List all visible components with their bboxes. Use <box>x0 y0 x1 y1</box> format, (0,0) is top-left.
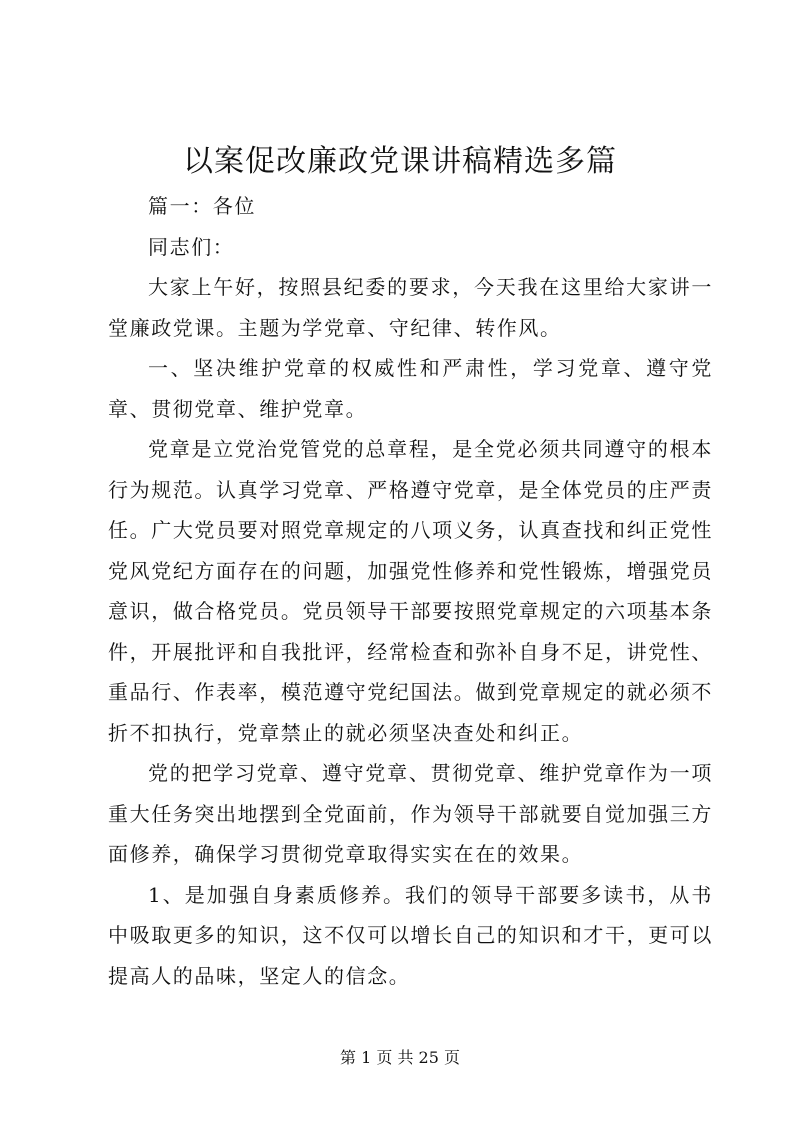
paragraph: 同志们： <box>148 234 235 259</box>
document-title: 以案促改廉政党课讲稿精选多篇 <box>183 144 617 179</box>
paragraph: 篇一：各位 <box>148 194 256 218</box>
paragraph: 一、坚决维护党章的权威性和严肃性，学习党章、遵守党章、贯彻党章、维护党章。 <box>108 356 713 421</box>
paragraph: 党的把学习党章、遵守党章、贯彻党章、维护党章作为一项重大任务突出地摆到全党面前，作为领导干部就要自觉加强三方面修养，确保学习贯彻党章取得实实在在的效果。 <box>108 761 713 866</box>
paragraph: 大家上午好，按照县纪委的要求，今天我在这里给大家讲一堂廉政党课。主题为学党章、守纪律、转作风。 <box>108 275 713 340</box>
page-number-footer: 第 1 页 共 25 页 <box>340 1048 460 1067</box>
paragraph: 1、是加强自身素质修养。我们的领导干部要多读书，从书中吸取更多的知识，这不仅可以增长自己的知识和才干，更可以提高人的品味，坚定人的信念。 <box>108 882 713 988</box>
paragraph: 党章是立党治党管党的总章程，是全党必须共同遵守的根本行为规范。认真学习党章、严格遵守党章，是全体党员的庄严责任。广大党员要对照党章规定的八项义务，认真查找和纠正党性党风党纪方面存在的问题，加强党性修养和党性锻炼，增强党员意识，做合格党员。党员领导干部要按照党章规定的六项基本条件，开展批评和自我批评，经常检查和弥补自身不足，讲党性、重品行、作表率，模范遵守党纪国法。做到党章规定的就必须不折不扣执行，党章禁止的就必须坚决查处和纠正。 <box>108 437 713 745</box>
document-body <box>108 186 713 996</box>
